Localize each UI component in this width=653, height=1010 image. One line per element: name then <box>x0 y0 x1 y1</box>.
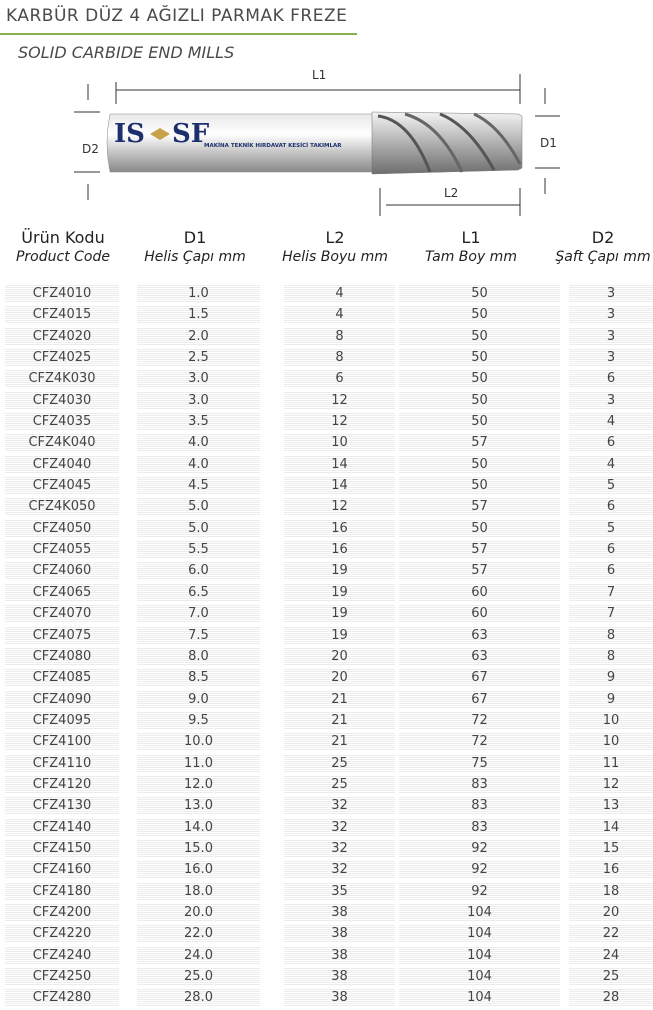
l1-cell: 50 <box>399 369 560 387</box>
product-code-cell: CFZ4K030 <box>5 369 119 387</box>
d1-cell: 16.0 <box>137 860 260 878</box>
l2-cell: 38 <box>284 967 395 985</box>
d1-cell: 5.5 <box>137 540 260 558</box>
table-row <box>0 754 653 775</box>
table-row <box>0 668 653 689</box>
l2-cell: 32 <box>284 818 395 836</box>
d2-cell: 14 <box>569 818 653 836</box>
l2-cell: 19 <box>284 583 395 601</box>
d2-cell: 16 <box>569 860 653 878</box>
d2-cell: 6 <box>569 433 653 451</box>
logo-tagline: MAKİNA TEKNİK HIRDAVAT KESİCİ TAKIMLAR <box>204 143 342 149</box>
page-title: KARBÜR DÜZ 4 AĞIZLI PARMAK FREZE <box>6 6 348 26</box>
l2-cell: 16 <box>284 540 395 558</box>
product-code-cell: CFZ4240 <box>5 946 119 964</box>
product-code-cell: CFZ4160 <box>5 860 119 878</box>
d1-cell: 3.5 <box>137 412 260 430</box>
d1-cell: 13.0 <box>137 796 260 814</box>
table-row <box>0 860 653 881</box>
l2-cell: 20 <box>284 668 395 686</box>
l1-cell: 50 <box>399 284 560 302</box>
d2-cell: 18 <box>569 882 653 900</box>
svg-text:SF: SF <box>172 119 210 149</box>
d1-cell: 12.0 <box>137 775 260 793</box>
product-code-cell: CFZ4045 <box>5 476 119 494</box>
d2-cell: 5 <box>569 476 653 494</box>
l1-cell: 57 <box>399 433 560 451</box>
l2-cell: 14 <box>284 476 395 494</box>
dimension-label-l2: L2 <box>444 186 459 200</box>
l1-cell: 50 <box>399 391 560 409</box>
header-d2: D2 Şaft Çapı mm <box>555 228 651 265</box>
l2-cell: 10 <box>284 433 395 451</box>
l2-cell: 38 <box>284 946 395 964</box>
d2-cell: 28 <box>569 988 653 1006</box>
l1-cell: 75 <box>399 754 560 772</box>
l1-cell: 67 <box>399 690 560 708</box>
d2-cell: 9 <box>569 690 653 708</box>
product-code-cell: CFZ4040 <box>5 455 119 473</box>
l1-cell: 83 <box>399 775 560 793</box>
product-code-cell: CFZ4020 <box>5 327 119 345</box>
l1-cell: 50 <box>399 305 560 323</box>
d2-cell: 8 <box>569 647 653 665</box>
l2-cell: 16 <box>284 519 395 537</box>
l2-cell: 25 <box>284 775 395 793</box>
d1-cell: 5.0 <box>137 497 260 515</box>
product-code-cell: CFZ4075 <box>5 626 119 644</box>
dimension-label-d2: D2 <box>82 142 99 156</box>
d1-cell: 4.0 <box>137 455 260 473</box>
table-row <box>0 284 653 305</box>
l2-cell: 6 <box>284 369 395 387</box>
l1-cell: 60 <box>399 583 560 601</box>
d2-cell: 3 <box>569 348 653 366</box>
product-code-cell: CFZ4K050 <box>5 497 119 515</box>
table-row <box>0 946 653 967</box>
l2-cell: 32 <box>284 796 395 814</box>
product-code-cell: CFZ4K040 <box>5 433 119 451</box>
table-row <box>0 796 653 817</box>
l2-cell: 4 <box>284 284 395 302</box>
l2-cell: 21 <box>284 690 395 708</box>
table-row <box>0 839 653 860</box>
d1-cell: 7.0 <box>137 604 260 622</box>
product-code-cell: CFZ4100 <box>5 732 119 750</box>
table-row <box>0 540 653 561</box>
l2-cell: 8 <box>284 348 395 366</box>
d1-cell: 25.0 <box>137 967 260 985</box>
d2-cell: 20 <box>569 903 653 921</box>
d1-cell: 28.0 <box>137 988 260 1006</box>
d1-cell: 18.0 <box>137 882 260 900</box>
d2-cell: 11 <box>569 754 653 772</box>
d2-cell: 6 <box>569 497 653 515</box>
table-row <box>0 305 653 326</box>
title-divider <box>0 33 357 35</box>
table-row <box>0 732 653 753</box>
l1-cell: 57 <box>399 497 560 515</box>
d1-cell: 8.0 <box>137 647 260 665</box>
table-row <box>0 583 653 604</box>
d2-cell: 7 <box>569 604 653 622</box>
table-row <box>0 348 653 369</box>
table-row <box>0 924 653 945</box>
l2-cell: 21 <box>284 732 395 750</box>
product-code-cell: CFZ4220 <box>5 924 119 942</box>
header-product-code: Ürün Kodu Product Code <box>15 228 110 265</box>
d1-cell: 2.0 <box>137 327 260 345</box>
d1-cell: 3.0 <box>137 391 260 409</box>
product-code-cell: CFZ4055 <box>5 540 119 558</box>
dimension-label-l1: L1 <box>312 68 327 82</box>
d1-cell: 9.5 <box>137 711 260 729</box>
d2-cell: 9 <box>569 668 653 686</box>
l1-cell: 92 <box>399 860 560 878</box>
l1-cell: 72 <box>399 732 560 750</box>
d2-cell: 13 <box>569 796 653 814</box>
d1-cell: 4.0 <box>137 433 260 451</box>
logo-text: IS <box>114 119 145 149</box>
d2-cell: 6 <box>569 369 653 387</box>
d1-cell: 7.5 <box>137 626 260 644</box>
product-code-cell: CFZ4280 <box>5 988 119 1006</box>
d2-cell: 6 <box>569 561 653 579</box>
l1-cell: 104 <box>399 946 560 964</box>
d2-cell: 15 <box>569 839 653 857</box>
table-row <box>0 775 653 796</box>
d2-cell: 5 <box>569 519 653 537</box>
l1-cell: 92 <box>399 839 560 857</box>
product-code-cell: CFZ4050 <box>5 519 119 537</box>
l2-cell: 38 <box>284 924 395 942</box>
l2-cell: 12 <box>284 391 395 409</box>
l1-cell: 50 <box>399 412 560 430</box>
d1-cell: 5.0 <box>137 519 260 537</box>
table-row <box>0 327 653 348</box>
product-code-cell: CFZ4180 <box>5 882 119 900</box>
table-row <box>0 391 653 412</box>
product-table <box>0 284 653 1010</box>
l1-cell: 104 <box>399 988 560 1006</box>
header-d1: D1 Helis Çapı mm <box>144 228 246 265</box>
d1-cell: 11.0 <box>137 754 260 772</box>
d2-cell: 12 <box>569 775 653 793</box>
dimension-label-d1: D1 <box>540 136 557 150</box>
d2-cell: 10 <box>569 711 653 729</box>
d1-cell: 20.0 <box>137 903 260 921</box>
l1-cell: 57 <box>399 561 560 579</box>
l1-cell: 92 <box>399 882 560 900</box>
product-code-cell: CFZ4130 <box>5 796 119 814</box>
l2-cell: 25 <box>284 754 395 772</box>
product-code-cell: CFZ4065 <box>5 583 119 601</box>
d1-cell: 9.0 <box>137 690 260 708</box>
table-row <box>0 647 653 668</box>
table-row <box>0 988 653 1009</box>
table-row <box>0 711 653 732</box>
l1-cell: 63 <box>399 647 560 665</box>
d1-cell: 10.0 <box>137 732 260 750</box>
product-code-cell: CFZ4090 <box>5 690 119 708</box>
d2-cell: 3 <box>569 327 653 345</box>
table-row <box>0 519 653 540</box>
l1-cell: 104 <box>399 903 560 921</box>
product-code-cell: CFZ4035 <box>5 412 119 430</box>
l2-cell: 35 <box>284 882 395 900</box>
l2-cell: 38 <box>284 903 395 921</box>
d1-cell: 2.5 <box>137 348 260 366</box>
l2-cell: 32 <box>284 860 395 878</box>
product-code-cell: CFZ4010 <box>5 284 119 302</box>
header-l1: L1 Tam Boy mm <box>425 228 517 265</box>
header-l2: L2 Helis Boyu mm <box>282 228 388 265</box>
table-row <box>0 967 653 988</box>
product-code-cell: CFZ4085 <box>5 668 119 686</box>
product-code-cell: CFZ4060 <box>5 561 119 579</box>
product-code-cell: CFZ4120 <box>5 775 119 793</box>
l1-cell: 50 <box>399 476 560 494</box>
d2-cell: 7 <box>569 583 653 601</box>
l1-cell: 50 <box>399 348 560 366</box>
page-subtitle: SOLID CARBIDE END MILLS <box>18 43 235 62</box>
d2-cell: 24 <box>569 946 653 964</box>
table-row <box>0 882 653 903</box>
d1-cell: 15.0 <box>137 839 260 857</box>
d2-cell: 10 <box>569 732 653 750</box>
table-row <box>0 497 653 518</box>
l1-cell: 67 <box>399 668 560 686</box>
l2-cell: 12 <box>284 497 395 515</box>
table-row <box>0 903 653 924</box>
d1-cell: 3.0 <box>137 369 260 387</box>
l2-cell: 38 <box>284 988 395 1006</box>
product-code-cell: CFZ4140 <box>5 818 119 836</box>
product-code-cell: CFZ4110 <box>5 754 119 772</box>
table-row <box>0 818 653 839</box>
table-row <box>0 626 653 647</box>
d1-cell: 14.0 <box>137 818 260 836</box>
table-row <box>0 455 653 476</box>
l1-cell: 50 <box>399 455 560 473</box>
d2-cell: 3 <box>569 391 653 409</box>
d1-cell: 8.5 <box>137 668 260 686</box>
l2-cell: 19 <box>284 604 395 622</box>
l1-cell: 57 <box>399 540 560 558</box>
product-code-cell: CFZ4095 <box>5 711 119 729</box>
d1-cell: 1.5 <box>137 305 260 323</box>
l1-cell: 104 <box>399 967 560 985</box>
table-row <box>0 604 653 625</box>
d2-cell: 3 <box>569 305 653 323</box>
table-row <box>0 433 653 454</box>
l1-cell: 50 <box>399 519 560 537</box>
d2-cell: 4 <box>569 412 653 430</box>
product-code-cell: CFZ4080 <box>5 647 119 665</box>
product-code-cell: CFZ4200 <box>5 903 119 921</box>
l1-cell: 63 <box>399 626 560 644</box>
d1-cell: 24.0 <box>137 946 260 964</box>
l1-cell: 60 <box>399 604 560 622</box>
d1-cell: 4.5 <box>137 476 260 494</box>
product-code-cell: CFZ4030 <box>5 391 119 409</box>
d2-cell: 8 <box>569 626 653 644</box>
l1-cell: 72 <box>399 711 560 729</box>
table-row <box>0 690 653 711</box>
table-row <box>0 476 653 497</box>
l2-cell: 32 <box>284 839 395 857</box>
l2-cell: 12 <box>284 412 395 430</box>
product-code-cell: CFZ4015 <box>5 305 119 323</box>
d2-cell: 4 <box>569 455 653 473</box>
l2-cell: 19 <box>284 626 395 644</box>
l1-cell: 104 <box>399 924 560 942</box>
d1-cell: 1.0 <box>137 284 260 302</box>
l2-cell: 8 <box>284 327 395 345</box>
l2-cell: 4 <box>284 305 395 323</box>
d2-cell: 3 <box>569 284 653 302</box>
product-code-cell: CFZ4150 <box>5 839 119 857</box>
table-row <box>0 369 653 390</box>
d1-cell: 6.0 <box>137 561 260 579</box>
l1-cell: 83 <box>399 796 560 814</box>
d1-cell: 22.0 <box>137 924 260 942</box>
l2-cell: 21 <box>284 711 395 729</box>
end-mill-diagram <box>0 64 653 224</box>
table-row <box>0 561 653 582</box>
product-code-cell: CFZ4025 <box>5 348 119 366</box>
table-row <box>0 412 653 433</box>
l2-cell: 14 <box>284 455 395 473</box>
product-code-cell: CFZ4070 <box>5 604 119 622</box>
d2-cell: 6 <box>569 540 653 558</box>
d2-cell: 22 <box>569 924 653 942</box>
l2-cell: 20 <box>284 647 395 665</box>
l2-cell: 19 <box>284 561 395 579</box>
d1-cell: 6.5 <box>137 583 260 601</box>
product-code-cell: CFZ4250 <box>5 967 119 985</box>
l1-cell: 50 <box>399 327 560 345</box>
d2-cell: 25 <box>569 967 653 985</box>
l1-cell: 83 <box>399 818 560 836</box>
table-header <box>0 228 653 278</box>
